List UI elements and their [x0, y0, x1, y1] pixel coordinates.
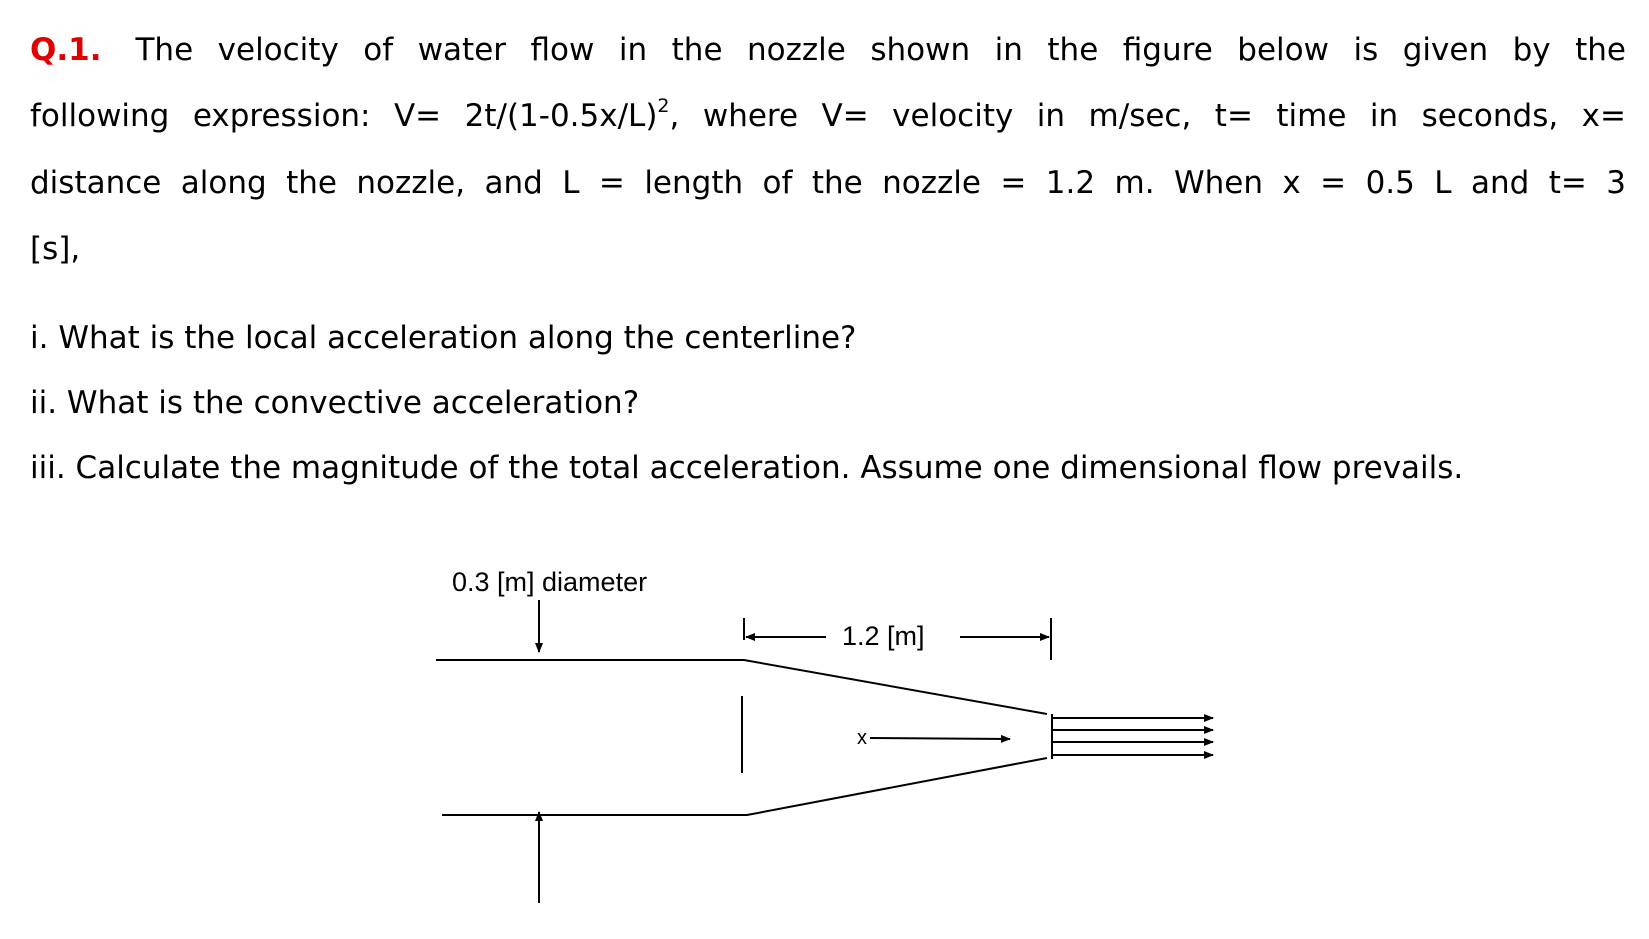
diameter-label: 0.3 [m] diameter: [452, 567, 648, 597]
question-text-line-2-post: , where V= velocity in m/sec, t= time in seconds, x=: [669, 98, 1626, 134]
question-line-3: distance along the nozzle, and L = length of the nozzle = 1.2 m. When x = 0.5 L and t= 3: [30, 165, 1626, 201]
exponent: 2: [657, 95, 670, 117]
length-label: 1.2 [m]: [842, 621, 925, 651]
nozzle-lower-wall: [442, 758, 1047, 815]
x-label: x: [857, 727, 867, 749]
question-number: Q.1.: [30, 32, 102, 68]
part-iii: iii. Calculate the magnitude of the total acceleration. Assume one dimensional flow prevails.: [30, 450, 1464, 486]
part-ii: ii. What is the convective acceleration?: [30, 385, 640, 421]
question-text-line-2-pre: following expression: V= 2t/(1-0.5x/L): [30, 98, 658, 134]
question-line-4: [s],: [30, 231, 81, 267]
question-text-line-1: The velocity of water flow in the nozzle shown in the figure below is given by the: [135, 32, 1626, 68]
part-i: i. What is the local acceleration along the centerline?: [30, 320, 857, 356]
x-arrow: [870, 738, 1010, 739]
